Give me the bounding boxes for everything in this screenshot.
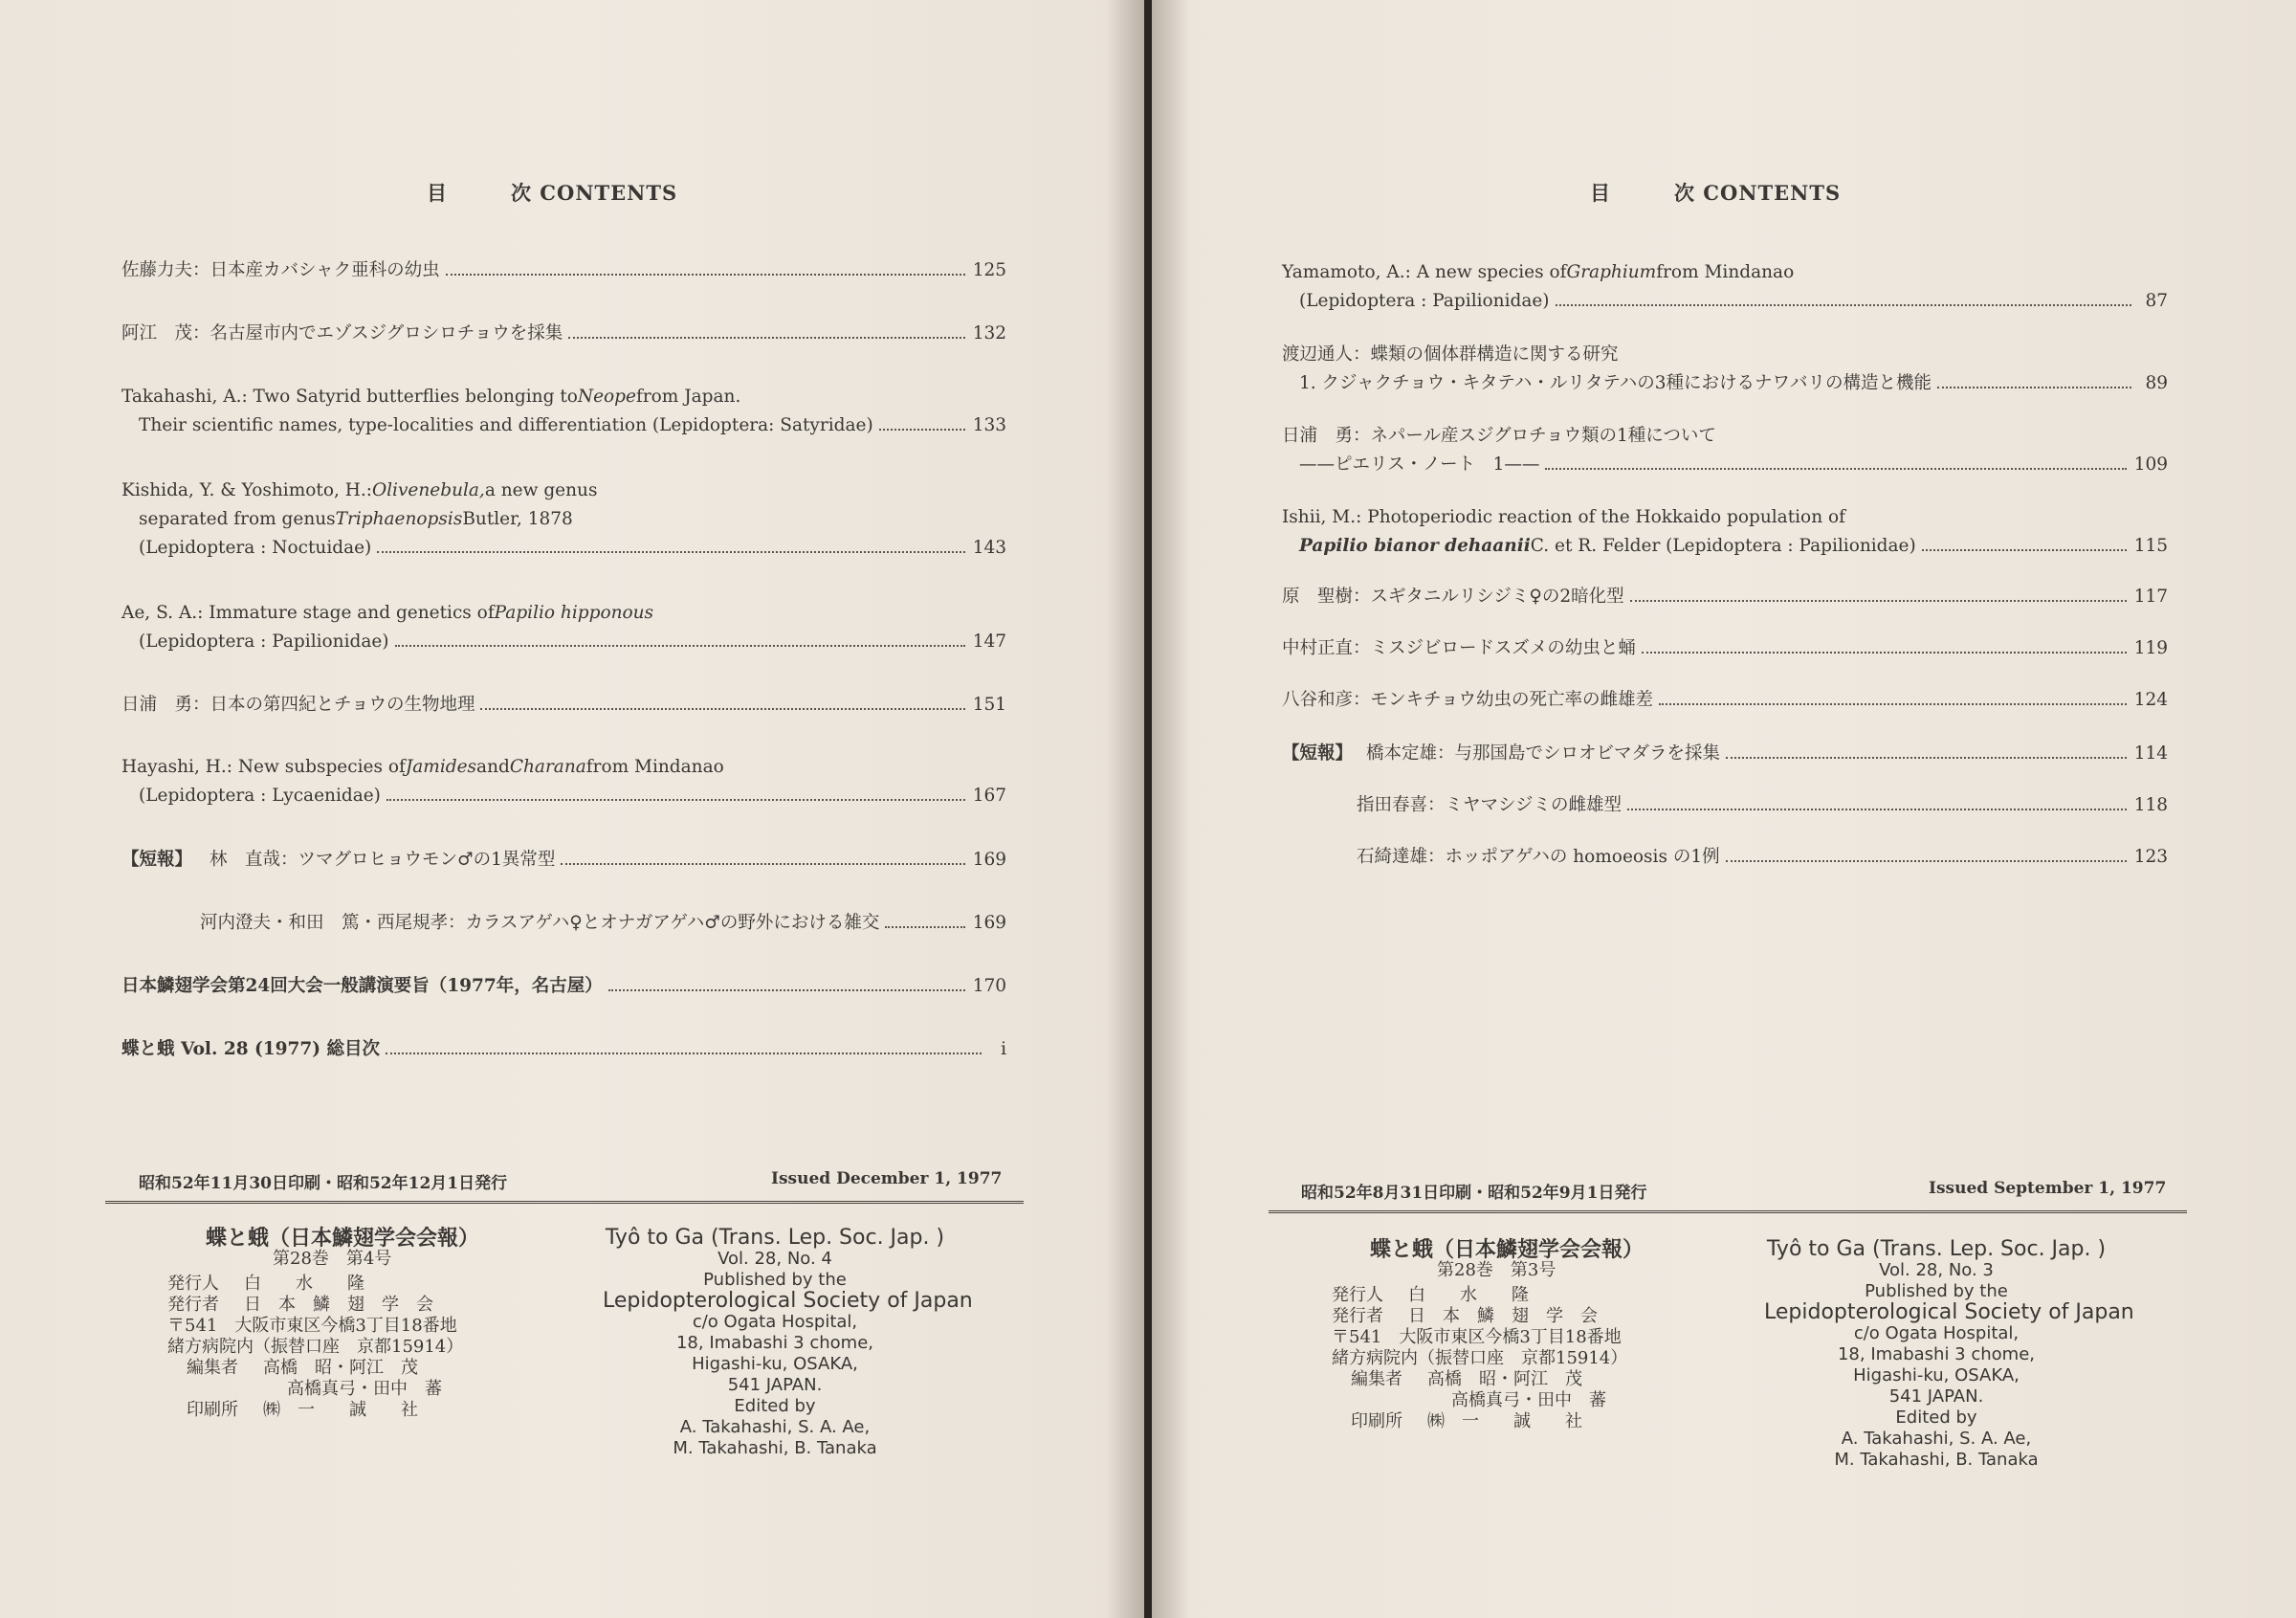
short-report-label: 【短報】 [1282, 743, 1354, 764]
species-name: Papilio bianor dehaanii [1299, 536, 1531, 556]
page-number: 132 [972, 323, 1006, 344]
page-number: 119 [2133, 638, 2168, 658]
entry-title-cont: from Japan. [635, 387, 741, 407]
page-number: 169 [972, 913, 1006, 933]
page-number: i [1001, 1039, 1006, 1059]
issued-date: Issued December 1, 1977 [771, 1169, 1003, 1188]
contents-heading: 目 次 CONTENTS [1590, 181, 1842, 205]
address-line: Higashi-ku, OSAKA, [1853, 1365, 2020, 1385]
entry-title: Yamamoto, A.: A new species of [1282, 262, 1567, 282]
leader-dots [386, 799, 965, 801]
page-number: 133 [972, 415, 1006, 435]
edited-by: Edited by [734, 1396, 816, 1416]
entry-title-cont: from Mindanao [1656, 262, 1795, 282]
toc-entry[interactable] [121, 1035, 1006, 1064]
toc-entry[interactable] [121, 972, 1006, 1001]
entry-title: 八谷和彦：モンキチョウ幼虫の死亡率の雌雄差 [1282, 690, 1653, 710]
divider [1269, 1210, 2187, 1213]
print-date: 昭和52年8月31日印刷・昭和52年9月1日発行 [1301, 1184, 1647, 1203]
label: 編集者 [1351, 1369, 1402, 1389]
toc-entry[interactable] [121, 320, 1006, 348]
colophon-english [1764, 1237, 2134, 1471]
page-number: 87 [2145, 291, 2168, 311]
page-number: 124 [2133, 690, 2168, 710]
volume-jp: 第28巻 第4号 [273, 1249, 392, 1269]
entry-title: 原 聖樹：スギタニルリシジミ♀の2暗化型 [1282, 587, 1624, 607]
page-number: 169 [972, 850, 1006, 870]
entry-title: 林 直哉：ツマグロヒョウモン♂の1異常型 [210, 850, 556, 870]
label: 発行人 [167, 1274, 219, 1294]
address-line: c/o Ogata Hospital, [1853, 1323, 2020, 1343]
address-line: Higashi-ku, OSAKA, [692, 1354, 858, 1374]
label: 発行者 [167, 1295, 219, 1315]
species-name: Papilio hipponous [494, 603, 654, 623]
publisher-person: 白 水 隆 [244, 1274, 364, 1294]
entry-subtitle-cont: C. et R. Felder (Lepidoptera : Papilionidae) [1530, 536, 1916, 556]
entry-title: Ishii, M.: Photoperiodic reaction of the Hokkaido population of [1282, 507, 1845, 527]
entry-subtitle: (Lepidoptera : Noctuidae) [139, 538, 372, 558]
page-number: 147 [972, 632, 1006, 652]
published-by: Published by the [703, 1270, 847, 1290]
entry-title: 日本鱗翅学会第24回大会一般講演要旨（1977年，名古屋） [121, 976, 603, 996]
page-number: 170 [972, 976, 1006, 996]
entry-title: Kishida, Y. & Yoshimoto, H.: [121, 480, 372, 500]
editors: M. Takahashi, B. Tanaka [1834, 1450, 2039, 1470]
toc-entry[interactable] [1282, 341, 2168, 398]
page-number: 109 [2133, 454, 2168, 475]
printer: ㈱ 一 誠 社 [1427, 1411, 1582, 1431]
entry-title: 日浦 勇：ネパール産スジグロチョウ類の1種について [1282, 426, 1716, 446]
leader-dots [568, 337, 964, 339]
label: 印刷所 [187, 1400, 238, 1420]
leader-dots [1659, 703, 2127, 705]
editors: 高橋 昭・阿江 茂 [263, 1358, 418, 1378]
toc-entry[interactable] [1282, 791, 2168, 820]
entry-title: 佐藤力夫：日本産カバシャク亜科の幼虫 [121, 260, 440, 280]
entry-title: Takahashi, A.: Two Satyrid butterflies belonging to [121, 387, 578, 407]
address-line: 541 JAPAN. [1888, 1386, 1984, 1407]
leader-dots [386, 1053, 982, 1054]
toc-entry[interactable] [1282, 503, 2168, 561]
toc-entry[interactable] [1282, 422, 2168, 479]
journal-title-jp: 蝶と蛾（日本鱗翅学会会報） [1370, 1237, 1645, 1262]
publisher-person: 白 水 隆 [1408, 1285, 1529, 1305]
leader-dots [395, 645, 965, 647]
address-line: 18, Imabashi 3 chome, [1837, 1344, 2035, 1364]
print-date: 昭和52年11月30日印刷・昭和52年12月1日発行 [139, 1174, 508, 1193]
entry-title-cont: from Mindanao [585, 757, 724, 777]
label: 編集者 [187, 1358, 238, 1378]
printer: ㈱ 一 誠 社 [263, 1400, 418, 1420]
colophon-english [603, 1226, 973, 1459]
toc-entry[interactable] [121, 599, 1006, 656]
toc-entry[interactable] [1282, 634, 2168, 663]
toc-entry[interactable] [121, 909, 1006, 938]
page-number: 115 [2133, 536, 2168, 556]
leader-dots [608, 989, 965, 991]
journal-title-en: Tyô to Ga (Trans. Lep. Soc. Jap. ) [605, 1226, 945, 1250]
leader-dots [1726, 757, 2127, 759]
toc-entry[interactable] [121, 383, 1006, 440]
society-name: Lepidopterological Society of Japan [603, 1289, 973, 1313]
colophon-japanese [167, 1228, 479, 1421]
leader-dots [1937, 387, 2131, 388]
colophon-japanese [1332, 1239, 1644, 1432]
genus-name: Olivenebula, [371, 480, 485, 500]
entry-title: 石綺達雄：ホッポアゲハの homoeosis の1例 [1357, 847, 1720, 867]
entry-title: Ae, S. A.: Immature stage and genetics of [121, 603, 495, 623]
entry-title: 河内澄夫・和田 篤・西尾規孝：カラスアゲハ♀とオナガアゲハ♂の野外における雑交 [200, 913, 880, 933]
address-line: 18, Imabashi 3 chome, [675, 1333, 873, 1353]
journal-title-jp: 蝶と蛾（日本鱗翅学会会報） [206, 1226, 480, 1251]
contents-heading: 目 次 CONTENTS [427, 181, 678, 205]
label: 発行者 [1332, 1306, 1383, 1326]
leader-dots [879, 429, 965, 431]
toc-entry[interactable] [1282, 843, 2168, 872]
page-number: 118 [2133, 795, 2168, 815]
leader-dots [1556, 304, 2131, 306]
entry-subtitle-cont: Butler, 1878 [462, 509, 573, 529]
published-by: Published by the [1865, 1281, 2008, 1301]
page-number: 167 [972, 786, 1006, 806]
leader-dots [1726, 860, 2127, 862]
leader-dots [446, 274, 965, 276]
entry-subtitle: ——ピエリス・ノート 1—— [1299, 454, 1540, 475]
address-line: 緒方病院内（振替口座 京都15914） [1332, 1348, 1628, 1368]
entry-title: 橋本定雄：与那国島でシロオビマダラを採集 [1366, 743, 1721, 764]
right-page [1152, 0, 2296, 1618]
entry-title: 日浦 勇：日本の第四紀とチョウの生物地理 [121, 695, 475, 715]
toc-entry[interactable] [121, 477, 1006, 563]
editors: A. Takahashi, S. A. Ae, [679, 1417, 871, 1437]
divider [105, 1201, 1024, 1204]
volume-en: Vol. 28, No. 3 [1879, 1260, 1994, 1280]
toc-entry[interactable] [121, 256, 1006, 285]
address-line: 〒541 大阪市東区今橋3丁目18番地 [167, 1316, 457, 1336]
toc-entry[interactable] [1282, 583, 2168, 611]
leader-dots [1545, 468, 2126, 470]
editors: 高橋真弓・田中 蕃 [287, 1379, 442, 1399]
label: 発行人 [1332, 1285, 1383, 1305]
leader-dots [1630, 600, 2127, 602]
genus-name: Graphium [1566, 262, 1657, 282]
toc-entry[interactable] [121, 846, 1006, 875]
address-line: 〒541 大阪市東区今橋3丁目18番地 [1332, 1327, 1622, 1347]
page-number: 143 [972, 538, 1006, 558]
leader-dots [1922, 549, 2127, 551]
toc-entry[interactable] [1282, 740, 2168, 768]
volume-en: Vol. 28, No. 4 [718, 1249, 832, 1269]
page-number: 123 [2133, 847, 2168, 867]
page-number: 89 [2145, 373, 2168, 393]
entry-subtitle: (Lepidoptera : Papilionidae) [1299, 291, 1550, 311]
genus-name: Triphaenopsis [335, 509, 463, 529]
toc-entry[interactable] [121, 691, 1006, 720]
publisher: 日 本 鱗 翅 学 会 [1408, 1306, 1598, 1326]
entry-subtitle: 1. クジャクチョウ・キタテハ・ルリタテハの3種におけるナワバリの構造と機能 [1299, 373, 1932, 393]
toc-entry[interactable] [1282, 258, 2168, 316]
address-line: 541 JAPAN. [727, 1375, 823, 1395]
short-report-label: 【短報】 [121, 850, 193, 870]
editors: 高橋真弓・田中 蕃 [1451, 1390, 1606, 1410]
toc-entry[interactable] [1282, 686, 2168, 715]
address-line: c/o Ogata Hospital, [692, 1312, 858, 1332]
left-page [0, 0, 1144, 1618]
entry-title-cont: a new genus [484, 480, 598, 500]
genus-name: Neope [577, 387, 636, 407]
edited-by: Edited by [1895, 1407, 1977, 1428]
entry-title: 中村正直：ミスジビロードスズメの幼虫と蛹 [1282, 638, 1636, 658]
genus-name: Charana [509, 757, 586, 777]
leader-dots [885, 926, 964, 928]
leader-dots [377, 551, 964, 553]
editors: A. Takahashi, S. A. Ae, [1841, 1429, 2032, 1449]
society-name: Lepidopterological Society of Japan [1764, 1300, 2134, 1324]
genus-name: Jamides [405, 757, 477, 777]
entry-title: 蝶と蛾 Vol. 28 (1977) 総目次 [121, 1039, 380, 1059]
leader-dots [1642, 652, 2127, 654]
entry-subtitle: (Lepidoptera : Lycaenidae) [139, 786, 381, 806]
label: 印刷所 [1351, 1411, 1402, 1431]
page-number: 125 [972, 260, 1006, 280]
entry-title-cont: and [476, 757, 510, 777]
entry-title: 阿江 茂：名古屋市内でエゾスジグロシロチョウを採集 [121, 323, 563, 344]
entry-subtitle: (Lepidoptera : Papilionidae) [139, 632, 389, 652]
editors: M. Takahashi, B. Tanaka [673, 1438, 877, 1458]
volume-jp: 第28巻 第3号 [1437, 1260, 1556, 1280]
toc-entry[interactable] [121, 753, 1006, 810]
entry-title: 渡辺通人：蝶類の個体群構造に関する研究 [1282, 344, 1619, 365]
entry-subtitle: separated from genus [139, 509, 336, 529]
journal-title-en: Tyô to Ga (Trans. Lep. Soc. Jap. ) [1766, 1237, 2107, 1261]
page-number: 151 [972, 695, 1006, 715]
entry-title: 指田春喜：ミヤマシジミの雌雄型 [1357, 795, 1623, 815]
editors: 高橋 昭・阿江 茂 [1427, 1369, 1582, 1389]
page-number: 114 [2133, 743, 2168, 764]
address-line: 緒方病院内（振替口座 京都15914） [167, 1337, 464, 1357]
leader-dots [480, 708, 964, 710]
entry-subtitle: Their scientific names, type-localities and differentiation (Lepidoptera: Satyridae) [139, 415, 873, 435]
leader-dots [1627, 809, 2127, 810]
page-number: 117 [2133, 587, 2168, 607]
issued-date: Issued September 1, 1977 [1929, 1179, 2167, 1198]
entry-title: Hayashi, H.: New subspecies of [121, 757, 406, 777]
publisher: 日 本 鱗 翅 学 会 [244, 1295, 433, 1315]
leader-dots [561, 863, 964, 865]
